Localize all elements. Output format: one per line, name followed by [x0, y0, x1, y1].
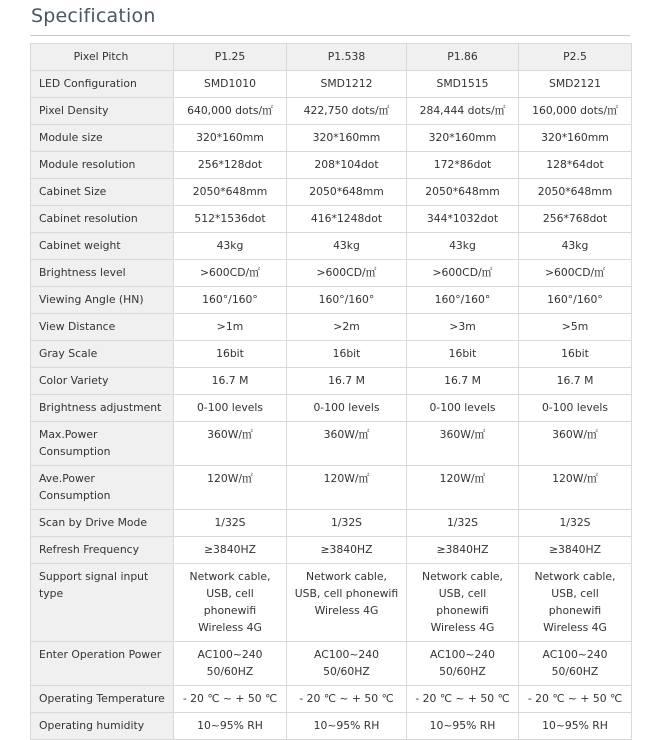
row-value: >3m: [407, 314, 519, 341]
table-row: [31, 179, 632, 206]
value-line: USB, cell phonewifi: [294, 587, 399, 600]
row-value: 416*1248dot: [287, 206, 407, 233]
row-value: [287, 564, 407, 642]
row-value: >600CD/㎡: [519, 260, 632, 287]
row-value: 320*160mm: [287, 125, 407, 152]
row-value: 0-100 levels: [287, 395, 407, 422]
row-value: [407, 564, 519, 642]
row-value: 43kg: [174, 233, 287, 260]
header-col: P1.86: [407, 44, 519, 71]
table-row: [31, 564, 632, 642]
row-value: 2050*648mm: [174, 179, 287, 206]
row-label: Cabinet resolution: [31, 206, 174, 233]
row-value: 320*160mm: [519, 125, 632, 152]
spec-table: [30, 43, 632, 740]
row-value: [174, 642, 287, 686]
value-line: AC100~240: [430, 648, 495, 661]
row-value: 256*128dot: [174, 152, 287, 179]
table-row: [31, 713, 632, 740]
row-value: 16bit: [287, 341, 407, 368]
value-line: AC100~240: [542, 648, 608, 661]
row-label: Operating humidity: [31, 713, 174, 740]
row-value: 512*1536dot: [174, 206, 287, 233]
row-value: [174, 564, 287, 642]
row-value: 120W/㎡: [287, 466, 407, 510]
value-line: 50/60HZ: [206, 665, 254, 678]
table-row: [31, 71, 632, 98]
row-value: 2050*648mm: [407, 179, 519, 206]
value-line: Network cable,: [189, 570, 271, 583]
row-value: 43kg: [519, 233, 632, 260]
row-label: Color Variety: [31, 368, 174, 395]
value-line: USB, cell: [551, 587, 599, 600]
row-label: Operating Temperature: [31, 686, 174, 713]
row-label: LED Configuration: [31, 71, 174, 98]
row-value: 16.7 M: [407, 368, 519, 395]
row-value: - 20 ℃ ~ + 50 ℃: [407, 686, 519, 713]
value-line: Network cable,: [534, 570, 616, 583]
table-row: [31, 341, 632, 368]
row-value: >600CD/㎡: [287, 260, 407, 287]
row-value: [519, 564, 632, 642]
row-value: 1/32S: [287, 510, 407, 537]
table-row: [31, 314, 632, 341]
row-value: 344*1032dot: [407, 206, 519, 233]
row-value: 43kg: [407, 233, 519, 260]
row-label: Cabinet weight: [31, 233, 174, 260]
row-value: 1/32S: [174, 510, 287, 537]
row-value: 43kg: [287, 233, 407, 260]
row-value: ≥3840HZ: [287, 537, 407, 564]
value-line: phonewifi: [548, 604, 602, 617]
row-value: 640,000 dots/㎡: [174, 98, 287, 125]
header-col: P1.538: [287, 44, 407, 71]
row-value: 16.7 M: [287, 368, 407, 395]
value-line: 50/60HZ: [323, 665, 370, 678]
table-row: [31, 206, 632, 233]
row-value: 284,444 dots/㎡: [407, 98, 519, 125]
row-value: - 20 ℃ ~ + 50 ℃: [519, 686, 632, 713]
table-row: [31, 287, 632, 314]
row-value: 16.7 M: [174, 368, 287, 395]
row-value: 1/32S: [519, 510, 632, 537]
row-value: 360W/㎡: [519, 422, 632, 466]
row-label: Module size: [31, 125, 174, 152]
row-value: 360W/㎡: [174, 422, 287, 466]
row-value: 120W/㎡: [174, 466, 287, 510]
table-row: [31, 98, 632, 125]
table-row: [31, 152, 632, 179]
row-value: 10~95% RH: [407, 713, 519, 740]
value-line: Network cable,: [422, 570, 503, 583]
table-row: [31, 260, 632, 287]
row-value: 120W/㎡: [407, 466, 519, 510]
row-value: 160,000 dots/㎡: [519, 98, 632, 125]
row-value: [519, 642, 632, 686]
value-line: Wireless 4G: [198, 621, 262, 634]
row-value: 1/32S: [407, 510, 519, 537]
table-header-row: [31, 44, 632, 71]
table-row: [31, 510, 632, 537]
row-value: 360W/㎡: [407, 422, 519, 466]
row-label: Cabinet Size: [31, 179, 174, 206]
row-value: SMD1212: [287, 71, 407, 98]
row-value: 160°/160°: [174, 287, 287, 314]
table-row: [31, 395, 632, 422]
header-label: Pixel Pitch: [31, 44, 174, 71]
row-value: SMD2121: [519, 71, 632, 98]
row-value: 10~95% RH: [174, 713, 287, 740]
row-value: 128*64dot: [519, 152, 632, 179]
table-row: [31, 233, 632, 260]
header-col: P1.25: [174, 44, 287, 71]
row-value: [287, 642, 407, 686]
header-col: P2.5: [519, 44, 632, 71]
row-label: Brightness level: [31, 260, 174, 287]
page-title: Specification: [31, 5, 156, 27]
row-value: 120W/㎡: [519, 466, 632, 510]
row-value: 320*160mm: [174, 125, 287, 152]
row-value: 320*160mm: [407, 125, 519, 152]
row-value: 16.7 M: [519, 368, 632, 395]
row-label: Ave.Power Consumption: [31, 466, 174, 510]
row-value: 256*768dot: [519, 206, 632, 233]
value-line: phonewifi: [436, 604, 489, 617]
value-line: USB, cell: [438, 587, 487, 600]
row-value: 0-100 levels: [407, 395, 519, 422]
row-label: Gray Scale: [31, 341, 174, 368]
row-value: 0-100 levels: [174, 395, 287, 422]
row-value: 160°/160°: [407, 287, 519, 314]
row-value: 160°/160°: [287, 287, 407, 314]
row-value: ≥3840HZ: [519, 537, 632, 564]
row-label: View Distance: [31, 314, 174, 341]
row-value: >2m: [287, 314, 407, 341]
row-value: 172*86dot: [407, 152, 519, 179]
table-row: [31, 368, 632, 395]
row-value: >5m: [519, 314, 632, 341]
table-row: [31, 686, 632, 713]
row-label: Pixel Density: [31, 98, 174, 125]
row-value: 2050*648mm: [287, 179, 407, 206]
row-label: Refresh Frequency: [31, 537, 174, 564]
value-line: Wireless 4G: [430, 621, 495, 634]
row-label: Module resolution: [31, 152, 174, 179]
value-line: 50/60HZ: [439, 665, 486, 678]
row-value: 10~95% RH: [287, 713, 407, 740]
row-value: 16bit: [407, 341, 519, 368]
value-line: Wireless 4G: [543, 621, 607, 634]
row-value: >600CD/㎡: [174, 260, 287, 287]
row-value: >600CD/㎡: [407, 260, 519, 287]
row-value: [407, 642, 519, 686]
value-line: phonewifi: [203, 604, 257, 617]
table-row: [31, 125, 632, 152]
row-label: Enter Operation Power: [31, 642, 174, 686]
table-row: [31, 422, 632, 466]
row-value: 208*104dot: [287, 152, 407, 179]
row-value: SMD1010: [174, 71, 287, 98]
row-value: ≥3840HZ: [174, 537, 287, 564]
value-line: AC100~240: [197, 648, 263, 661]
value-line: 50/60HZ: [551, 665, 599, 678]
table-row: [31, 537, 632, 564]
table-row: [31, 466, 632, 510]
value-line: AC100~240: [314, 648, 379, 661]
row-value: 16bit: [174, 341, 287, 368]
row-label: Max.Power Consumption: [31, 422, 174, 466]
value-line: USB, cell: [206, 587, 254, 600]
row-label: Viewing Angle (HN): [31, 287, 174, 314]
title-divider: [30, 35, 630, 36]
row-value: - 20 ℃ ~ + 50 ℃: [174, 686, 287, 713]
value-line: Wireless 4G: [314, 604, 379, 617]
row-label: Support signal input type: [31, 564, 174, 642]
row-value: 16bit: [519, 341, 632, 368]
row-value: 2050*648mm: [519, 179, 632, 206]
row-value: 160°/160°: [519, 287, 632, 314]
row-value: 422,750 dots/㎡: [287, 98, 407, 125]
row-value: ≥3840HZ: [407, 537, 519, 564]
row-label: Scan by Drive Mode: [31, 510, 174, 537]
row-value: >1m: [174, 314, 287, 341]
value-line: Network cable,: [306, 570, 387, 583]
row-value: 360W/㎡: [287, 422, 407, 466]
table-row: [31, 642, 632, 686]
row-value: 10~95% RH: [519, 713, 632, 740]
row-label: Brightness adjustment: [31, 395, 174, 422]
row-value: SMD1515: [407, 71, 519, 98]
row-value: 0-100 levels: [519, 395, 632, 422]
row-value: - 20 ℃ ~ + 50 ℃: [287, 686, 407, 713]
